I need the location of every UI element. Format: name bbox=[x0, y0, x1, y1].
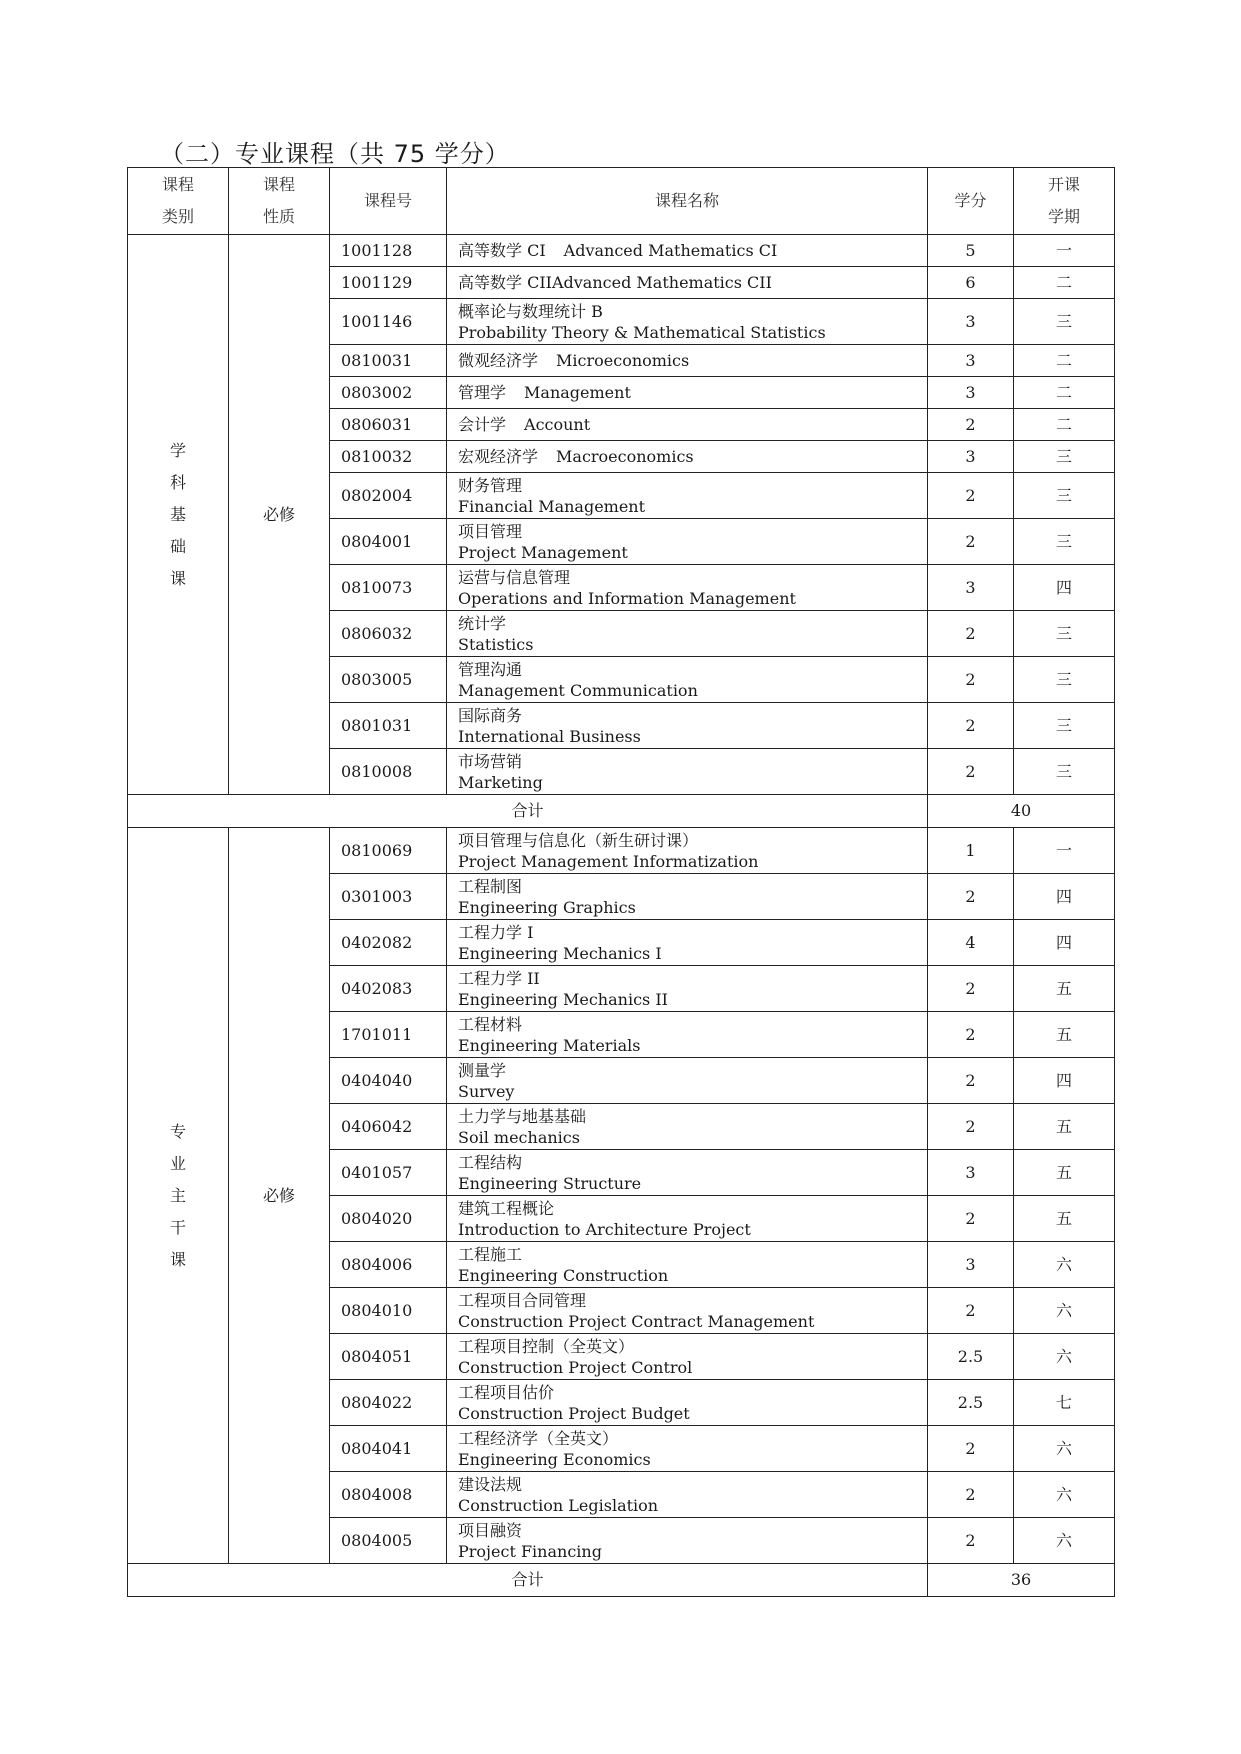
header-nature: 课程 性质 bbox=[229, 168, 330, 235]
course-name bbox=[447, 1472, 928, 1518]
course-term: 六 bbox=[1014, 1426, 1115, 1472]
course-name-en: International Business bbox=[458, 726, 641, 746]
course-credits: 2 bbox=[928, 1196, 1014, 1242]
course-code: 0804051 bbox=[330, 1334, 447, 1380]
course-credits: 3 bbox=[928, 565, 1014, 611]
course-name-en: Financial Management bbox=[458, 496, 646, 516]
course-term: 二 bbox=[1014, 267, 1115, 299]
course-name bbox=[447, 345, 928, 377]
course-name-en: Soil mechanics bbox=[458, 1127, 580, 1147]
course-term: 六 bbox=[1014, 1472, 1115, 1518]
course-name bbox=[447, 1334, 928, 1380]
course-name-en: Microeconomics bbox=[556, 350, 690, 370]
course-code: 0804020 bbox=[330, 1196, 447, 1242]
course-credits: 3 bbox=[928, 1150, 1014, 1196]
page-title: （二）专业课程（共 75 学分） bbox=[160, 140, 510, 168]
course-name-en: Macroeconomics bbox=[556, 446, 694, 466]
course-name bbox=[447, 1104, 928, 1150]
course-term: 五 bbox=[1014, 1150, 1115, 1196]
course-code: 0402083 bbox=[330, 966, 447, 1012]
course-credits: 2 bbox=[928, 473, 1014, 519]
course-code: 1001129 bbox=[330, 267, 447, 299]
course-credits: 3 bbox=[928, 1242, 1014, 1288]
course-code: 0810032 bbox=[330, 441, 447, 473]
course-code: 0804010 bbox=[330, 1288, 447, 1334]
course-name-en: Engineering Graphics bbox=[458, 897, 636, 917]
course-term: 二 bbox=[1014, 345, 1115, 377]
category-cell: 学 科 基 础 课 bbox=[128, 235, 229, 795]
course-code: 0803005 bbox=[330, 657, 447, 703]
course-name-en: Engineering Construction bbox=[458, 1265, 669, 1285]
course-name-cn: 工程制图 bbox=[458, 876, 523, 896]
course-code: 1001128 bbox=[330, 235, 447, 267]
course-name bbox=[447, 749, 928, 795]
course-name bbox=[447, 473, 928, 519]
course-name bbox=[447, 1058, 928, 1104]
course-name-cn: 工程结构 bbox=[458, 1152, 523, 1172]
course-term: 三 bbox=[1014, 519, 1115, 565]
course-table bbox=[127, 167, 1115, 1597]
course-code: 0802004 bbox=[330, 473, 447, 519]
course-term: 三 bbox=[1014, 473, 1115, 519]
course-term: 二 bbox=[1014, 409, 1115, 441]
course-name-cn: 测量学 bbox=[458, 1060, 507, 1080]
course-name-en: Statistics bbox=[458, 634, 534, 654]
total-label: 合计 bbox=[128, 1564, 928, 1597]
course-code: 0804022 bbox=[330, 1380, 447, 1426]
course-name-cn: 宏观经济学 bbox=[458, 446, 539, 466]
course-credits: 2 bbox=[928, 749, 1014, 795]
course-name-en: Probability Theory & Mathematical Statistics bbox=[458, 322, 826, 342]
course-code: 0810073 bbox=[330, 565, 447, 611]
course-name-en: Engineering Structure bbox=[458, 1173, 642, 1193]
course-credits: 3 bbox=[928, 345, 1014, 377]
total-value: 40 bbox=[928, 795, 1115, 828]
course-name-cn: 概率论与数理统计 B bbox=[458, 301, 603, 321]
course-credits: 2 bbox=[928, 1104, 1014, 1150]
course-credits: 2 bbox=[928, 703, 1014, 749]
course-name-cn: 工程项目估价 bbox=[458, 1382, 555, 1402]
course-name-cn: 运营与信息管理 bbox=[458, 567, 571, 587]
course-code: 1701011 bbox=[330, 1012, 447, 1058]
course-name-en: Construction Project Contract Management bbox=[458, 1311, 815, 1331]
course-credits: 2 bbox=[928, 611, 1014, 657]
course-name bbox=[447, 1426, 928, 1472]
course-credits: 4 bbox=[928, 920, 1014, 966]
header-credits: 学分 bbox=[928, 168, 1014, 235]
course-name bbox=[447, 920, 928, 966]
course-term: 三 bbox=[1014, 657, 1115, 703]
course-credits: 2 bbox=[928, 519, 1014, 565]
course-code: 0803002 bbox=[330, 377, 447, 409]
course-name bbox=[447, 1012, 928, 1058]
course-name-en: Project Management Informatization bbox=[458, 851, 759, 871]
table-row bbox=[128, 235, 1115, 267]
course-name-cn: 工程材料 bbox=[458, 1014, 523, 1034]
course-name-en: Project Management bbox=[458, 542, 628, 562]
course-credits: 2.5 bbox=[928, 1334, 1014, 1380]
course-credits: 2 bbox=[928, 874, 1014, 920]
course-name-en: Construction Project Control bbox=[458, 1357, 693, 1377]
header-term: 开课 学期 bbox=[1014, 168, 1115, 235]
course-code: 0806031 bbox=[330, 409, 447, 441]
course-name-cn: 工程力学 II bbox=[458, 968, 540, 988]
course-term: 二 bbox=[1014, 377, 1115, 409]
course-name-cn: 高等数学 CIIAdvanced Mathematics CII bbox=[458, 272, 772, 292]
course-term: 六 bbox=[1014, 1518, 1115, 1564]
course-name-en: Account bbox=[524, 414, 591, 434]
course-name-cn: 管理沟通 bbox=[458, 659, 523, 679]
course-term: 五 bbox=[1014, 1012, 1115, 1058]
course-name-cn: 国际商务 bbox=[458, 705, 523, 725]
course-name-cn: 工程项目控制（全英文） bbox=[458, 1336, 635, 1356]
course-code: 0406042 bbox=[330, 1104, 447, 1150]
course-credits: 2 bbox=[928, 1288, 1014, 1334]
course-credits: 6 bbox=[928, 267, 1014, 299]
course-term: 六 bbox=[1014, 1288, 1115, 1334]
nature-cell: 必修 bbox=[229, 828, 330, 1564]
course-code: 0804001 bbox=[330, 519, 447, 565]
course-name bbox=[447, 235, 928, 267]
course-term: 四 bbox=[1014, 1058, 1115, 1104]
category-cell: 专 业 主 干 课 bbox=[128, 828, 229, 1564]
course-term: 三 bbox=[1014, 703, 1115, 749]
course-credits: 3 bbox=[928, 299, 1014, 345]
course-name-en: Operations and Information Management bbox=[458, 588, 796, 608]
course-code: 0806032 bbox=[330, 611, 447, 657]
course-name-en: Engineering Economics bbox=[458, 1449, 651, 1469]
course-name-cn: 微观经济学 bbox=[458, 350, 539, 370]
table-header-row bbox=[128, 168, 1115, 235]
course-code: 0301003 bbox=[330, 874, 447, 920]
course-code: 0810008 bbox=[330, 749, 447, 795]
course-name-en: Engineering Materials bbox=[458, 1035, 641, 1055]
total-row bbox=[128, 795, 1115, 828]
course-name-cn: 工程力学 I bbox=[458, 922, 534, 942]
course-credits: 2 bbox=[928, 1058, 1014, 1104]
course-name-en: Marketing bbox=[458, 772, 543, 792]
course-term: 一 bbox=[1014, 235, 1115, 267]
course-name bbox=[447, 1518, 928, 1564]
course-term: 六 bbox=[1014, 1242, 1115, 1288]
course-name-en: Construction Project Budget bbox=[458, 1403, 690, 1423]
course-term: 四 bbox=[1014, 874, 1115, 920]
course-credits: 2 bbox=[928, 1472, 1014, 1518]
table-row bbox=[128, 828, 1115, 874]
course-credits: 2 bbox=[928, 1518, 1014, 1564]
course-name bbox=[447, 1150, 928, 1196]
course-name bbox=[447, 657, 928, 703]
course-name-cn: 统计学 bbox=[458, 613, 507, 633]
course-name bbox=[447, 1242, 928, 1288]
course-name-cn: 市场营销 bbox=[458, 751, 523, 771]
course-name-cn: 会计学 bbox=[458, 414, 507, 434]
course-credits: 3 bbox=[928, 377, 1014, 409]
course-credits: 2 bbox=[928, 657, 1014, 703]
course-name bbox=[447, 565, 928, 611]
course-name-cn: 项目管理 bbox=[458, 521, 523, 541]
course-credits: 2 bbox=[928, 1012, 1014, 1058]
course-name-cn: 建设法规 bbox=[458, 1474, 523, 1494]
course-name bbox=[447, 828, 928, 874]
course-name-cn: 建筑工程概论 bbox=[458, 1198, 555, 1218]
course-name-en: Engineering Mechanics I bbox=[458, 943, 662, 963]
course-name-en: Introduction to Architecture Project bbox=[458, 1219, 751, 1239]
course-term: 七 bbox=[1014, 1380, 1115, 1426]
course-code: 0810031 bbox=[330, 345, 447, 377]
course-term: 四 bbox=[1014, 920, 1115, 966]
course-code: 0402082 bbox=[330, 920, 447, 966]
course-name-cn: 财务管理 bbox=[458, 475, 523, 495]
course-name-en: Advanced Mathematics CI bbox=[563, 240, 778, 260]
course-credits: 2 bbox=[928, 409, 1014, 441]
course-code: 0810069 bbox=[330, 828, 447, 874]
course-code: 0404040 bbox=[330, 1058, 447, 1104]
course-name bbox=[447, 874, 928, 920]
course-credits: 5 bbox=[928, 235, 1014, 267]
total-row bbox=[128, 1564, 1115, 1597]
course-name bbox=[447, 441, 928, 473]
course-name bbox=[447, 377, 928, 409]
course-name-cn: 土力学与地基基础 bbox=[458, 1106, 587, 1126]
course-code: 0804008 bbox=[330, 1472, 447, 1518]
table-body bbox=[128, 235, 1115, 1597]
course-name-en: Project Financing bbox=[458, 1541, 602, 1561]
course-term: 五 bbox=[1014, 1104, 1115, 1150]
course-term: 三 bbox=[1014, 441, 1115, 473]
course-name-cn: 项目管理与信息化（新生研讨课） bbox=[458, 830, 699, 850]
course-term: 三 bbox=[1014, 749, 1115, 795]
course-name-en: Engineering Mechanics II bbox=[458, 989, 668, 1009]
course-name bbox=[447, 299, 928, 345]
course-name-en: Management Communication bbox=[458, 680, 698, 700]
course-term: 三 bbox=[1014, 611, 1115, 657]
course-code: 0804041 bbox=[330, 1426, 447, 1472]
course-name bbox=[447, 1288, 928, 1334]
course-name-cn: 管理学 bbox=[458, 382, 507, 402]
course-term: 五 bbox=[1014, 966, 1115, 1012]
course-credits: 1 bbox=[928, 828, 1014, 874]
course-name-cn: 工程项目合同管理 bbox=[458, 1290, 587, 1310]
course-term: 六 bbox=[1014, 1334, 1115, 1380]
course-term: 三 bbox=[1014, 299, 1115, 345]
nature-cell: 必修 bbox=[229, 235, 330, 795]
course-name-cn: 工程经济学（全英文） bbox=[458, 1428, 619, 1448]
course-term: 一 bbox=[1014, 828, 1115, 874]
course-code: 1001146 bbox=[330, 299, 447, 345]
header-category: 课程 类别 bbox=[128, 168, 229, 235]
course-credits: 3 bbox=[928, 441, 1014, 473]
course-credits: 2.5 bbox=[928, 1380, 1014, 1426]
course-code: 0801031 bbox=[330, 703, 447, 749]
course-name-en: Construction Legislation bbox=[458, 1495, 659, 1515]
course-name bbox=[447, 703, 928, 749]
course-name-en: Survey bbox=[458, 1081, 515, 1101]
course-name bbox=[447, 409, 928, 441]
course-name-cn: 高等数学 CI bbox=[458, 240, 546, 260]
course-name bbox=[447, 1196, 928, 1242]
total-value: 36 bbox=[928, 1564, 1115, 1597]
course-name bbox=[447, 966, 928, 1012]
course-name bbox=[447, 1380, 928, 1426]
course-term: 五 bbox=[1014, 1196, 1115, 1242]
course-credits: 2 bbox=[928, 1426, 1014, 1472]
course-name-en: Management bbox=[524, 382, 631, 402]
course-code: 0804005 bbox=[330, 1518, 447, 1564]
course-code: 0401057 bbox=[330, 1150, 447, 1196]
header-code: 课程号 bbox=[330, 168, 447, 235]
course-name-cn: 项目融资 bbox=[458, 1520, 523, 1540]
course-credits: 2 bbox=[928, 966, 1014, 1012]
course-name-cn: 工程施工 bbox=[458, 1244, 523, 1264]
course-code: 0804006 bbox=[330, 1242, 447, 1288]
course-name bbox=[447, 611, 928, 657]
course-name bbox=[447, 267, 928, 299]
total-label: 合计 bbox=[128, 795, 928, 828]
header-name: 课程名称 bbox=[447, 168, 928, 235]
course-name bbox=[447, 519, 928, 565]
course-term: 四 bbox=[1014, 565, 1115, 611]
